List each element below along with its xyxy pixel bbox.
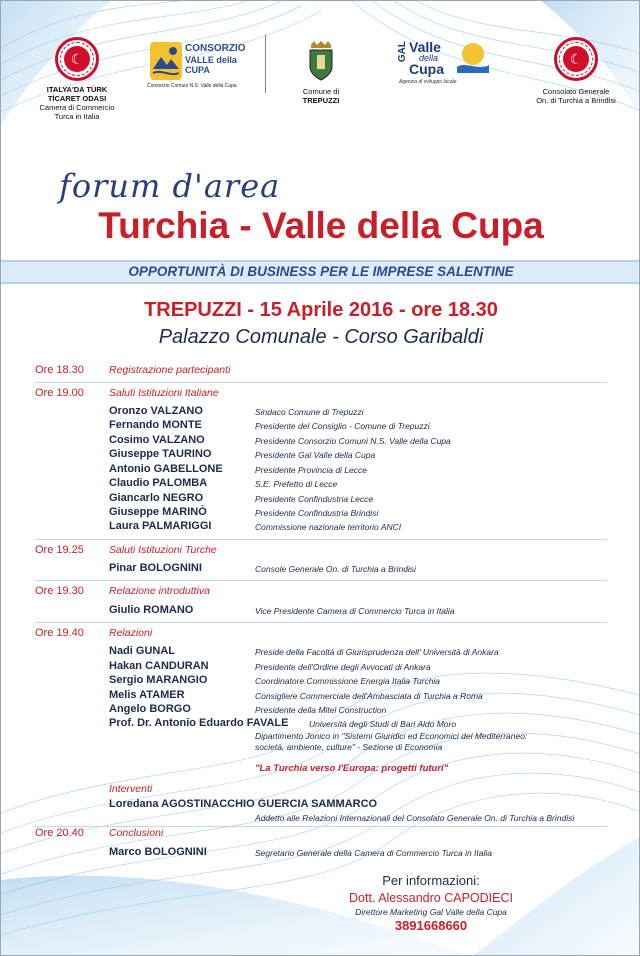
section-saluti-turche: Saluti Istituzioni Turche <box>109 544 217 556</box>
gal-sun-icon <box>455 41 491 75</box>
consorzio-line-2: VALLE della CUPA <box>185 55 237 75</box>
speaker-name: Hakan CANDURAN <box>109 660 209 672</box>
speaker-role: S.E. Prefetto di Lecce <box>255 479 338 489</box>
time-1900: Ore 19.00 <box>35 387 84 399</box>
speaker-role: Commissione nazionale territorio ANCI <box>255 522 402 532</box>
gal-line-1: Valle <box>409 39 441 55</box>
info-heading: Per informazioni: <box>382 873 480 888</box>
speaker-role: Vice Presidente Camera di Commercio Turca in Italia <box>255 606 455 616</box>
page-title: Turchia - Valle della Cupa <box>98 205 544 246</box>
speaker-name: Loredana AGOSTINACCHIO GUERCIA SAMMARCO <box>109 798 378 810</box>
speaker-name: Pinar BOLOGNINI <box>109 562 202 574</box>
talk-title: "La Turchia verso l'Europa: progetti futuri" <box>255 763 449 774</box>
speaker-role: Addetto alle Relazioni Internazionali del Consolato Generale On. di Turchia a Brindisi <box>255 813 575 823</box>
gal-line-2: della <box>419 53 439 63</box>
speaker-name: Fernando MONTE <box>109 419 202 431</box>
speaker-role: Presidente della Mitel Construction <box>255 705 387 715</box>
divider <box>35 580 607 581</box>
speaker-role: Sindaco Comune di Trepuzzi <box>255 407 364 417</box>
speaker-role: Presidente Confindustria Brindisi <box>255 508 379 518</box>
speaker-name: Antonio GABELLONE <box>109 463 223 475</box>
time-1940: Ore 19.40 <box>35 627 84 639</box>
speaker-role: Segretario Generale della Camera di Commercio Turca in Italia <box>255 848 492 858</box>
time-1830: Ore 18.30 <box>35 364 84 376</box>
venue-line: Palazzo Comunale - Corso Garibaldi <box>158 326 484 348</box>
kto-name-line-4: Turca in Italia <box>54 112 100 121</box>
speaker-name: Angelo BORGO <box>109 703 191 715</box>
speaker-role: Consigliere Commerciale dell'Ambasciata di Turchia a Roma <box>255 691 483 701</box>
speaker-name: Nadi GUNAL <box>109 645 175 657</box>
speaker-role: Console Generale On. di Turchia a Brindisi <box>255 564 416 574</box>
section-registrazione: Registrazione partecipanti <box>109 364 231 376</box>
speaker-role: Presidente Gal Valle della Cupa <box>255 450 376 460</box>
speaker-role-favale-1: Università degli Studi di Bari Aldo Moro <box>309 719 457 729</box>
speaker-name: Oronzo VALZANO <box>109 405 203 417</box>
consorzio-emblem-icon <box>149 41 183 81</box>
speaker-name: Giuseppe TAURINO <box>109 448 212 460</box>
consorzio-logo <box>147 39 246 91</box>
speaker-role: Presidente dell'Ordine degli Avvocati di Ankara <box>255 662 431 672</box>
speaker-role: Presidente Consorzio Comuni N.S. Valle della Cupa <box>255 436 451 446</box>
speaker-name: Melis ATAMER <box>109 689 185 701</box>
speaker-name: Giancarlo NEGRO <box>109 492 204 504</box>
speaker-role: Presidente Confindustria Lecce <box>255 494 374 504</box>
title-script: forum d'area <box>59 167 281 205</box>
speaker-role-favale-2: Dipartimento Jonico in "Sistemi Giuridici ed Economici del Mediterraneo: <box>255 731 528 741</box>
info-role: Direttore Marketing Gal Valle della Cupa <box>355 907 507 917</box>
kto-logo <box>21 37 133 121</box>
info-phone[interactable]: 3891668660 <box>394 918 468 933</box>
speaker-name: Claudio PALOMBA <box>109 477 208 489</box>
speaker-name: Cosimo VALZANO <box>109 434 205 446</box>
section-conclusioni: Conclusioni <box>109 827 164 839</box>
info-name: Dott. Alessandro CAPODIECI <box>349 891 513 905</box>
section-relazione-introduttiva: Relazione introduttiva <box>109 585 210 597</box>
kto-seal-icon: ☾ <box>55 37 99 81</box>
comune-line-1: Comune di <box>302 87 340 96</box>
time-2040: Ore 20.40 <box>35 827 84 839</box>
speaker-name: Giuseppe MARINÒ <box>109 506 207 518</box>
date-line: TREPUZZI - 15 Aprile 2016 - ore 18.30 <box>144 299 498 321</box>
speaker-name: Marco BOLOGNINI <box>109 846 207 858</box>
time-1930: Ore 19.30 <box>35 585 84 597</box>
speaker-role: Presidente del Consiglio - Comune di Trepuzzi <box>255 421 430 431</box>
section-interventi: Interventi <box>109 783 153 795</box>
divider <box>35 622 607 623</box>
logo-divider <box>265 35 266 93</box>
consolato-line-1: Consolato Generale <box>542 87 610 96</box>
subtitle-band: OPPORTUNITÀ DI BUSINESS PER LE IMPRESE SALENTINE <box>1 260 640 284</box>
comune-logo <box>289 39 353 105</box>
speaker-role: Preside della Facoltà di Giurisprudenza dell' Università di Ankara <box>255 647 499 657</box>
speaker-name: Sergio MARANGIO <box>109 674 208 686</box>
gal-mark: GAL <box>397 41 408 63</box>
speaker-role: Coordinatore Commissione Energia Italia Turchia <box>255 676 441 686</box>
consorzio-line-1: CONSORZIO <box>185 43 246 54</box>
gal-line-3: Cupa <box>409 61 444 77</box>
section-relazioni: Relazioni <box>109 627 153 639</box>
time-1925: Ore 19.25 <box>35 544 84 556</box>
speaker-name: Laura PALMARIGGI <box>109 520 212 532</box>
gal-logo <box>397 39 497 89</box>
section-saluti-italiane: Saluti Istituzioni Italiane <box>109 387 219 399</box>
consolato-logo <box>521 37 631 105</box>
speaker-name-favale: Prof. Dr. Antonio Eduardo FAVALE <box>109 717 289 729</box>
kto-name-line-1: ITALYA'DA TÜRK <box>46 85 108 94</box>
consolato-line-2: On. di Turchia a Brindisi <box>536 96 616 105</box>
speaker-name: Giulio ROMANO <box>109 604 194 616</box>
consolato-seal-icon: ☾ <box>554 37 598 81</box>
kto-name-line-3: Camera di Commercio <box>39 103 115 112</box>
consorzio-line-3: Consorzio Comuni N.S. Valle della Cupa <box>147 83 237 89</box>
divider <box>35 382 607 383</box>
divider <box>35 539 607 540</box>
speaker-role-favale-3: società, ambiente, culture" - Sezione di Economia <box>255 742 443 752</box>
trepuzzi-crest-icon <box>306 39 336 83</box>
gal-tagline: Agenzia di sviluppo locale <box>399 79 457 85</box>
speaker-role: Presidente Provincia di Lecce <box>255 465 367 475</box>
kto-name-line-2: TİCARET ODASI <box>47 94 107 103</box>
comune-line-2: TREPUZZI <box>302 96 340 105</box>
